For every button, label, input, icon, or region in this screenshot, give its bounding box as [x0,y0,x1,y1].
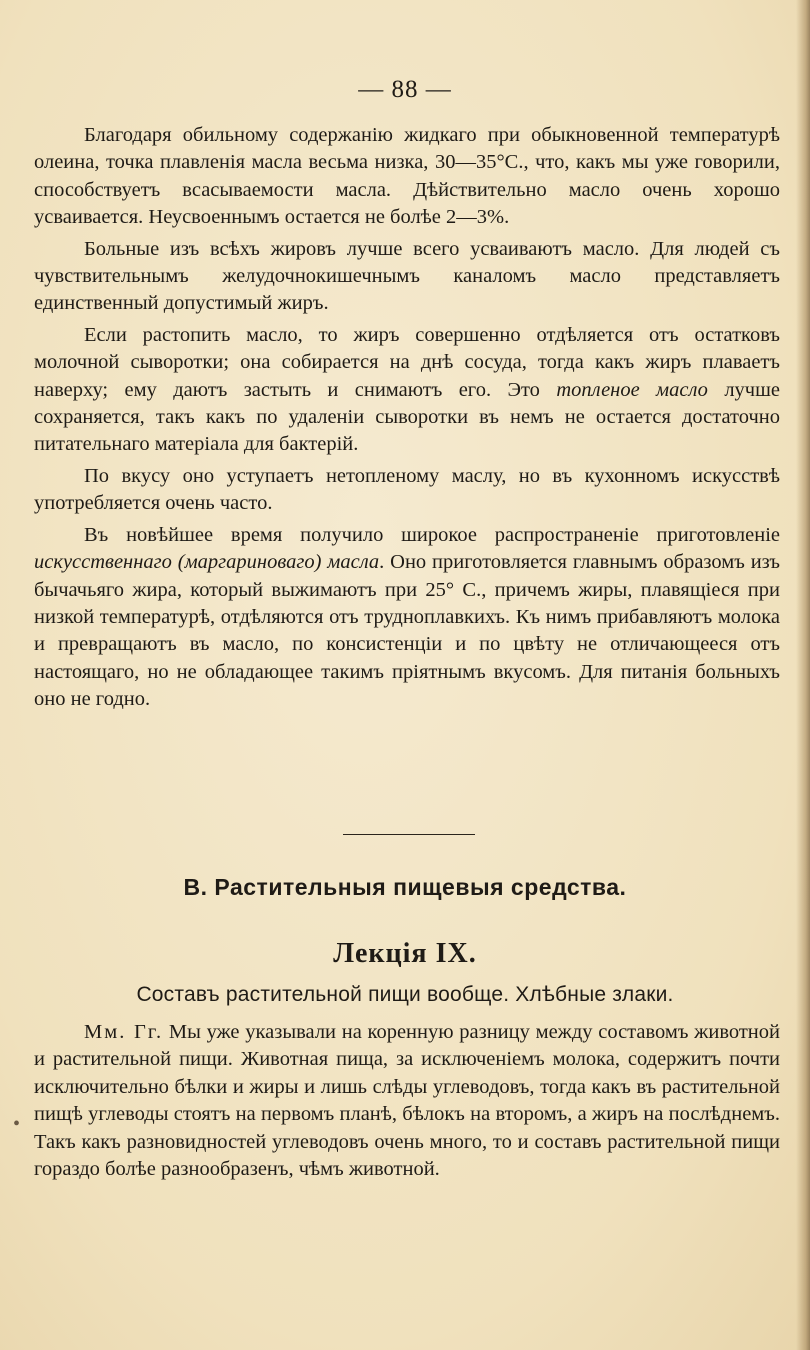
italic-text: искусственнаго (маргариноваго) масла [34,551,380,574]
body-text-top [34,122,780,714]
text-run: По вкусу оно уступаетъ нетопленому маслу, но въ кухонномъ искусствѣ употребляется очень часто. [34,464,780,515]
text-run: Благодаря обильному содержанію жидкаго при обыкновенной температурѣ олеина, точка плавленія масла весьма низка, 30—35°С., что, какъ мы уже говорили, способствуетъ всасываемости масла. Дѣйствительно масло очень хорошо усваивается. Неусвоеннымъ остается не болѣе 2—3%. [34,124,780,229]
text-run: Мм. Гг. [84,1021,164,1043]
text-run: Мы уже указывали на коренную разницу между составомъ животной и растительной пищи. Животная пища, за исключеніемъ молока, содержитъ почти исключительно бѣлки и жиры и лишь слѣды углеводовъ, тогда какъ въ растительной пищѣ углеводы стоятъ на первомъ планѣ, бѣлокъ на второмъ, а жиръ на послѣднемъ. Такъ какъ разновидностей углеводовъ очень много, то и составъ растительной пищи гораздо болѣе разнообразенъ, чѣмъ животной. [34,1021,780,1181]
paragraph [34,463,780,518]
lecture-title: Лекція IX. [333,938,477,969]
text-run: лучше сохраняется, такъ какъ по удаленіи сыворотки въ немъ не остается достаточно питательнаго матеріала для бактерій. [34,378,780,456]
page-edge-shadow [796,0,810,1350]
paragraph [34,322,780,459]
paragraph [34,522,780,714]
text-run: Если растопить масло, то жиръ совершенно отдѣляется отъ остатковъ молочной сыворотки; она собирается на днѣ сосуда, тогда какъ жиръ плаваетъ наверху; ему даютъ застыть и снимаютъ его. Это [34,323,780,401]
lecture-subtitle: Составъ растительной пищи вообще. Хлѣбные злаки. [136,983,674,1006]
section-divider [343,834,475,835]
body-text-bottom [34,1019,780,1183]
text-run: Въ новѣйшее время получило широкое распространеніе приготовленіе [84,523,780,546]
paragraph [34,236,780,318]
text-run: Больные изъ всѣхъ жировъ лучше всего усваиваютъ масло. Для людей съ чувствительнымъ желудочнокишечнымъ каналомъ масло представляетъ единственный допустимый жиръ. [34,237,780,315]
paragraph [34,1019,780,1183]
paragraph [34,122,780,232]
margin-mark: • [13,1113,21,1135]
text-run: . Оно приготовляется главнымъ образомъ изъ бычачьяго жира, который выжимаютъ при 25° С., причемъ жиры, плавящіеся при низкой температурѣ, отдѣляются отъ трудноплавкихъ. Къ нимъ прибавляютъ молока и превращаютъ въ масло, по консистенціи и по цвѣту не отличающееся отъ настоящаго, но не обладающее такимъ пріятнымъ вкусомъ. Для питанія больныхъ оно не годно. [34,551,781,711]
italic-text: топленое масло [556,378,708,401]
page-number: — 88 — [358,76,452,103]
section-title: В. Растительныя пищевыя средства. [183,874,627,900]
